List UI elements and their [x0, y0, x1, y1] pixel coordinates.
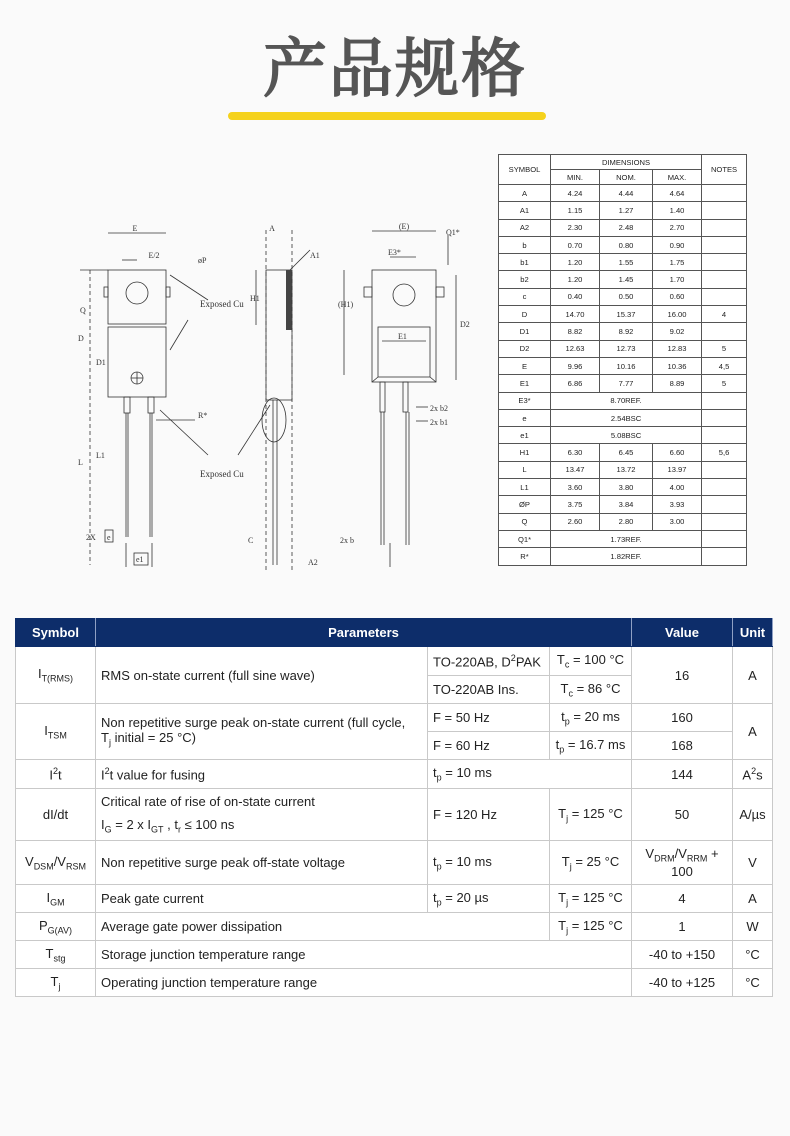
cell-unit: V [733, 841, 773, 885]
cell-unit: °C [733, 969, 773, 997]
dim-cell: 0.80 [600, 236, 653, 253]
cell-unit: A [733, 647, 773, 704]
dim-row [499, 444, 747, 461]
dim-cell: e1 [499, 427, 551, 444]
cell-value: 50 [632, 789, 733, 841]
dim-cell: 6.45 [600, 444, 653, 461]
dim-cell [702, 185, 747, 202]
label-D1: D1 [96, 358, 106, 367]
label-2x-b: 2x b [340, 536, 354, 545]
dim-cell: 0.70 [551, 236, 600, 253]
cell-symbol: $I_{T(RMS)}$ [16, 647, 96, 704]
exposed-cu-label-2: Exposed Cu [200, 469, 244, 479]
cell-description: RMS on-state current (full sine wave) [96, 647, 428, 704]
dim-cell: 5 [702, 340, 747, 357]
label-L1: L1 [96, 451, 105, 460]
label-A1: A1 [310, 251, 320, 260]
exposed-cu-label-1: Exposed Cu [200, 299, 244, 309]
dim-cell: 3.60 [551, 479, 600, 496]
label-D: D [78, 334, 84, 343]
dim-row [499, 185, 747, 202]
dim-cell: D1 [499, 323, 551, 340]
dim-cell [702, 427, 747, 444]
dim-cell: b1 [499, 254, 551, 271]
dim-row [499, 392, 747, 409]
dim-cell: E [499, 357, 551, 374]
dim-row [499, 427, 747, 444]
dim-header-notes: NOTES [702, 155, 747, 185]
dim-cell: A [499, 185, 551, 202]
header-unit: Unit [733, 619, 773, 647]
dim-cell: 1.70 [653, 271, 702, 288]
dimensions-table [498, 154, 747, 566]
dim-cell: 8.70REF. [551, 392, 702, 409]
cell-description: Storage junction temperature range [96, 941, 632, 969]
dim-cell: 12.73 [600, 340, 653, 357]
cell-symbol: $I_{GM}$ [16, 885, 96, 913]
header-parameters: Parameters [96, 619, 632, 647]
cell-condition: F = 60 Hz [428, 732, 550, 760]
label-2x-b1: 2x b1 [430, 418, 448, 427]
dim-cell: 2.30 [551, 219, 600, 236]
dim-cell: 1.40 [653, 202, 702, 219]
cell-condition: $T_j = 125$ °C [550, 885, 632, 913]
dim-cell [702, 271, 747, 288]
cell-condition: $t_p = 10$ ms [428, 760, 632, 789]
cell-condition: $T_j = 125$ °C [550, 789, 632, 841]
label-E1: E1 [398, 332, 407, 341]
cell-condition: $t_p = 20$ µs [428, 885, 550, 913]
cell-condition: $T_j = 25$ °C [550, 841, 632, 885]
dim-cell: 2.54BSC [551, 409, 702, 426]
cell-condition: $T_j = 125$ °C [550, 913, 632, 941]
cell-symbol: $V_{DSM}/V_{RSM}$ [16, 841, 96, 885]
table-row [16, 941, 773, 969]
table-row [16, 885, 773, 913]
dim-cell [702, 323, 747, 340]
dim-cell: 3.75 [551, 496, 600, 513]
table-row [16, 789, 773, 841]
dim-cell: 0.40 [551, 288, 600, 305]
dim-row [499, 323, 747, 340]
dim-cell: A1 [499, 202, 551, 219]
cell-condition: $t_p = 16.7$ ms [550, 732, 632, 760]
dim-row [499, 219, 747, 236]
dim-cell: 1.73REF. [551, 530, 702, 547]
dim-cell: 0.50 [600, 288, 653, 305]
dim-cell: ØP [499, 496, 551, 513]
label-Q1: Q1* [446, 228, 460, 237]
dimensions-table-body [499, 185, 747, 566]
dim-cell: 1.82REF. [551, 548, 702, 565]
cell-unit: °C [733, 941, 773, 969]
dim-cell: 1.20 [551, 271, 600, 288]
dim-header-max: MAX. [653, 170, 702, 185]
label-H1: H1 [250, 294, 260, 303]
dim-header-nom: NOM. [600, 170, 653, 185]
dim-row [499, 409, 747, 426]
dim-cell: 10.16 [600, 357, 653, 374]
header-symbol: Symbol [16, 619, 96, 647]
dim-cell [702, 409, 747, 426]
dim-cell: A2 [499, 219, 551, 236]
cell-condition: F = 50 Hz [428, 704, 550, 732]
label-E-half: E/2 [148, 251, 160, 260]
dim-cell: 3.93 [653, 496, 702, 513]
dim-row [499, 461, 747, 478]
dim-cell: 12.63 [551, 340, 600, 357]
table-row [16, 969, 773, 997]
dim-cell: 2.48 [600, 219, 653, 236]
dim-cell: 1.15 [551, 202, 600, 219]
dim-row [499, 202, 747, 219]
label-A2: A2 [308, 558, 318, 567]
dim-row [499, 530, 747, 547]
dim-cell: 2.80 [600, 513, 653, 530]
dim-cell: 3.80 [600, 479, 653, 496]
dim-cell: 9.96 [551, 357, 600, 374]
label-2x-b2: 2x b2 [430, 404, 448, 413]
label-e: e [107, 533, 111, 542]
dim-cell: 4.64 [653, 185, 702, 202]
dim-cell [702, 548, 747, 565]
dim-header-min: MIN. [551, 170, 600, 185]
cell-value: 16 [632, 647, 733, 704]
dim-cell: E1 [499, 375, 551, 392]
cell-description: Operating junction temperature range [96, 969, 632, 997]
dim-cell: 4,5 [702, 357, 747, 374]
table-row [16, 647, 773, 676]
dim-cell: Q [499, 513, 551, 530]
dim-cell: 6.60 [653, 444, 702, 461]
dim-cell: R* [499, 548, 551, 565]
dim-cell: L1 [499, 479, 551, 496]
dim-cell: 5.08BSC [551, 427, 702, 444]
dim-cell: 8.92 [600, 323, 653, 340]
dim-cell: 2.70 [653, 219, 702, 236]
dim-cell [702, 496, 747, 513]
cell-description: Critical rate of rise of on-state current $I_G = 2$ x $I_{GT}$ , $t_r \le 100$ ns [96, 789, 428, 841]
dim-row [499, 375, 747, 392]
dim-cell [702, 479, 747, 496]
cell-condition: $T_c = 100$ °C [550, 647, 632, 676]
dim-cell: 12.83 [653, 340, 702, 357]
label-E3: E3* [388, 248, 401, 257]
cell-unit: A/µs [733, 789, 773, 841]
label-C: C [248, 536, 254, 545]
cell-symbol: $T_j$ [16, 969, 96, 997]
dim-cell: 1.75 [653, 254, 702, 271]
cell-value: 144 [632, 760, 733, 789]
cell-unit: A [733, 704, 773, 760]
dim-cell: b2 [499, 271, 551, 288]
dim-cell: 16.00 [653, 306, 702, 323]
dim-cell [702, 254, 747, 271]
cell-description: Non repetitive surge peak on-state current (full cycle, $T_j$ initial = 25 °C) [96, 704, 428, 760]
dim-cell [702, 530, 747, 547]
cell-condition: $t_p = 10$ ms [428, 841, 550, 885]
label-H1-paren: (H1) [338, 300, 354, 309]
back-view [344, 231, 456, 567]
label-E-paren: (E) [398, 222, 410, 231]
dim-cell: L [499, 461, 551, 478]
dim-cell: 13.72 [600, 461, 653, 478]
dim-cell [702, 461, 747, 478]
dim-cell: 9.02 [653, 323, 702, 340]
dim-cell: E3* [499, 392, 551, 409]
dim-cell: 1.27 [600, 202, 653, 219]
parameters-table [15, 618, 773, 997]
label-2x-e-prefix: 2X [86, 533, 96, 542]
dim-cell: 4 [702, 306, 747, 323]
dim-cell: 6.86 [551, 375, 600, 392]
label-oP: øP [198, 256, 207, 265]
cell-condition: F = 120 Hz [428, 789, 550, 841]
cell-unit: A [733, 885, 773, 913]
cell-condition: TO-220AB Ins. [428, 676, 550, 704]
label-R: R* [198, 411, 208, 420]
dim-cell: 3.00 [653, 513, 702, 530]
cell-value: 168 [632, 732, 733, 760]
dim-row [499, 479, 747, 496]
dim-cell: 2.60 [551, 513, 600, 530]
title-underline [228, 112, 546, 120]
dim-cell: 5 [702, 375, 747, 392]
dim-cell: Q1* [499, 530, 551, 547]
label-e1: e1 [136, 555, 144, 564]
cell-description: Non repetitive surge peak off-state voltage [96, 841, 428, 885]
dim-row [499, 288, 747, 305]
dim-header-symbol: SYMBOL [499, 155, 551, 185]
cell-symbol: $I_{TSM}$ [16, 704, 96, 760]
cell-value: 1 [632, 913, 733, 941]
dim-cell: 5,6 [702, 444, 747, 461]
package-drawing [60, 215, 480, 585]
dim-row [499, 513, 747, 530]
dim-cell: b [499, 236, 551, 253]
dim-cell: c [499, 288, 551, 305]
header-value: Value [632, 619, 733, 647]
dim-header-dimensions: DIMENSIONS [551, 155, 702, 170]
dim-cell: 1.45 [600, 271, 653, 288]
label-L: L [78, 458, 83, 467]
table-row [16, 760, 773, 789]
cell-description: $I^2t$ value for fusing [96, 760, 428, 789]
dim-cell [702, 202, 747, 219]
cell-value: -40 to +150 [632, 941, 733, 969]
cell-unit: $A^2s$ [733, 760, 773, 789]
dim-cell [702, 236, 747, 253]
cell-symbol: $I^2t$ [16, 760, 96, 789]
dim-cell: 1.55 [600, 254, 653, 271]
label-Q: Q [80, 306, 86, 315]
dim-row [499, 306, 747, 323]
dim-cell: 13.47 [551, 461, 600, 478]
cell-symbol: $T_{stg}$ [16, 941, 96, 969]
label-E: E [132, 224, 138, 233]
dim-cell: 13.97 [653, 461, 702, 478]
dim-cell: 15.37 [600, 306, 653, 323]
cell-value: -40 to +125 [632, 969, 733, 997]
dim-cell: 4.00 [653, 479, 702, 496]
dim-cell: 0.60 [653, 288, 702, 305]
cell-condition: $T_c = 86$ °C [550, 676, 632, 704]
dim-row [499, 271, 747, 288]
dim-row [499, 254, 747, 271]
dim-row [499, 357, 747, 374]
dim-cell: 3.84 [600, 496, 653, 513]
dim-row [499, 496, 747, 513]
table-row [16, 913, 773, 941]
parameters-header-row [16, 619, 773, 647]
dim-cell: 10.36 [653, 357, 702, 374]
dim-cell: 6.30 [551, 444, 600, 461]
dim-cell: 4.44 [600, 185, 653, 202]
cell-condition: TO-220AB, $D^2PAK$ [428, 647, 550, 676]
dim-cell: H1 [499, 444, 551, 461]
dim-cell: 4.24 [551, 185, 600, 202]
dim-cell: 14.70 [551, 306, 600, 323]
dim-row [499, 236, 747, 253]
table-row [16, 841, 773, 885]
cell-value: 160 [632, 704, 733, 732]
page-title: 产品规格 [263, 33, 527, 107]
dim-cell [702, 219, 747, 236]
label-D2: D2 [460, 320, 470, 329]
cell-value: $V_{DRM}/V_{RRM}$ + 100 [632, 841, 733, 885]
dim-cell: 8.89 [653, 375, 702, 392]
cell-value: 4 [632, 885, 733, 913]
cell-description: Peak gate current [96, 885, 428, 913]
dim-cell: 0.90 [653, 236, 702, 253]
dim-cell: 7.77 [600, 375, 653, 392]
dim-cell: D2 [499, 340, 551, 357]
dim-cell: 8.82 [551, 323, 600, 340]
dim-cell [702, 513, 747, 530]
label-A: A [269, 224, 275, 233]
side-view [238, 230, 310, 570]
dim-row [499, 548, 747, 565]
cell-description: Average gate power dissipation [96, 913, 550, 941]
dim-cell [702, 392, 747, 409]
dim-cell: e [499, 409, 551, 426]
dim-cell [702, 288, 747, 305]
cell-condition: $t_p = 20$ ms [550, 704, 632, 732]
front-view [80, 233, 208, 567]
cell-symbol: $P_{G(AV)}$ [16, 913, 96, 941]
table-row [16, 704, 773, 732]
cell-symbol: dI/dt [16, 789, 96, 841]
dim-row [499, 340, 747, 357]
dim-cell: 1.20 [551, 254, 600, 271]
cell-unit: W [733, 913, 773, 941]
dim-cell: D [499, 306, 551, 323]
